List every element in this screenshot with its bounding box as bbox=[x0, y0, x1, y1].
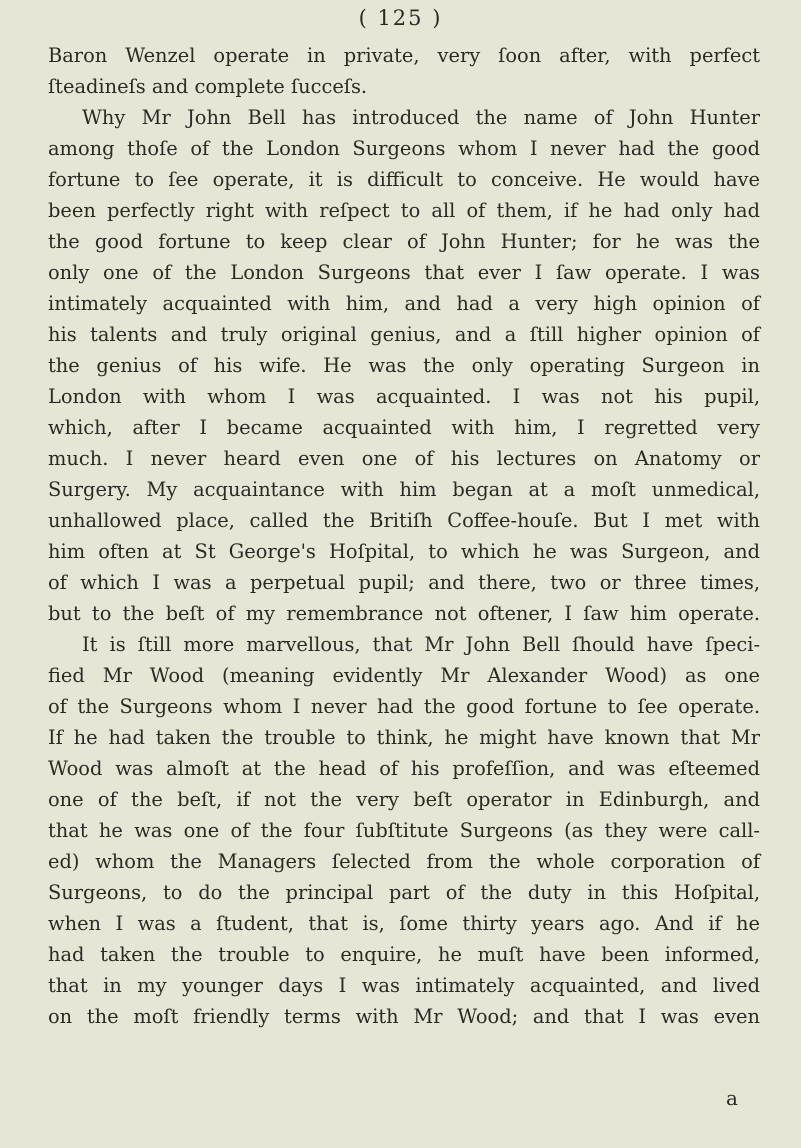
text-line: It is ſtill more marvellous, that Mr John Bell ſhould have ſpeci- bbox=[82, 633, 760, 656]
text-line: much. I never heard even one of his lectures on Anatomy or bbox=[48, 447, 760, 470]
text-line: intimately acquainted with him, and had a very high opinion of bbox=[48, 292, 760, 315]
text-line: that he was one of the four ſubſtitute Surgeons (as they were call- bbox=[48, 819, 760, 842]
text-line: the good fortune to keep clear of John Hunter; for he was the bbox=[48, 230, 760, 253]
text-line: only one of the London Surgeons that ever I ſaw operate. I was bbox=[48, 261, 760, 284]
text-line: but to the beſt of my remembrance not oftener, I ſaw him operate. bbox=[48, 602, 760, 625]
text-line: unhallowed place, called the Britiſh Coffee-houſe. But I met with bbox=[48, 509, 760, 532]
text-line: ed) whom the Managers ſelected from the whole corporation of bbox=[48, 850, 760, 873]
text-line: If he had taken the trouble to think, he might have known that Mr bbox=[48, 726, 760, 749]
text-line: when I was a ſtudent, that is, ſome thirty years ago. And if he bbox=[48, 912, 760, 935]
page-number: ( 125 ) bbox=[358, 6, 443, 30]
text-line: among thoſe of the London Surgeons whom I never had the good bbox=[48, 137, 760, 160]
text-line: that in my younger days I was intimately acquainted, and lived bbox=[48, 974, 760, 997]
text-line: the genius of his wife. He was the only operating Surgeon in bbox=[48, 354, 760, 377]
text-line: on the moſt friendly terms with Mr Wood; and that I was even bbox=[48, 1005, 760, 1028]
text-line: fied Mr Wood (meaning evidently Mr Alexander Wood) as one bbox=[48, 664, 760, 687]
text-line: had taken the trouble to enquire, he muſt have been informed, bbox=[48, 943, 760, 966]
text-line: one of the beſt, if not the very beſt operator in Edinburgh, and bbox=[48, 788, 760, 811]
text-line: of the Surgeons whom I never had the good fortune to ſee operate. bbox=[48, 695, 760, 718]
text-line: ſteadineſs and complete ſucceſs. bbox=[48, 75, 368, 98]
catchword: a bbox=[726, 1086, 738, 1110]
text-line: London with whom I was acquainted. I was not his pupil, bbox=[48, 385, 760, 408]
text-line: Wood was almoſt at the head of his profeſſion, and was eſteemed bbox=[48, 757, 760, 780]
body-text bbox=[48, 40, 760, 1032]
text-line: Surgeons, to do the principal part of the duty in this Hoſpital, bbox=[48, 881, 760, 904]
text-line: Baron Wenzel operate in private, very ſoon after, with perfect bbox=[48, 44, 760, 67]
text-line: which, after I became acquainted with him, I regretted very bbox=[48, 416, 760, 439]
text-line: fortune to ſee operate, it is difficult to conceive. He would have bbox=[48, 168, 760, 191]
text-line: him often at St George's Hoſpital, to which he was Surgeon, and bbox=[48, 540, 760, 563]
text-line: Why Mr John Bell has introduced the name of John Hunter bbox=[82, 106, 760, 129]
text-line: been perfectly right with reſpect to all of them, if he had only had bbox=[48, 199, 760, 222]
text-line: his talents and truly original genius, and a ſtill higher opinion of bbox=[48, 323, 760, 346]
text-line: of which I was a perpetual pupil; and there, two or three times, bbox=[48, 571, 760, 594]
text-line: Surgery. My acquaintance with him began at a moſt unmedical, bbox=[48, 478, 760, 501]
